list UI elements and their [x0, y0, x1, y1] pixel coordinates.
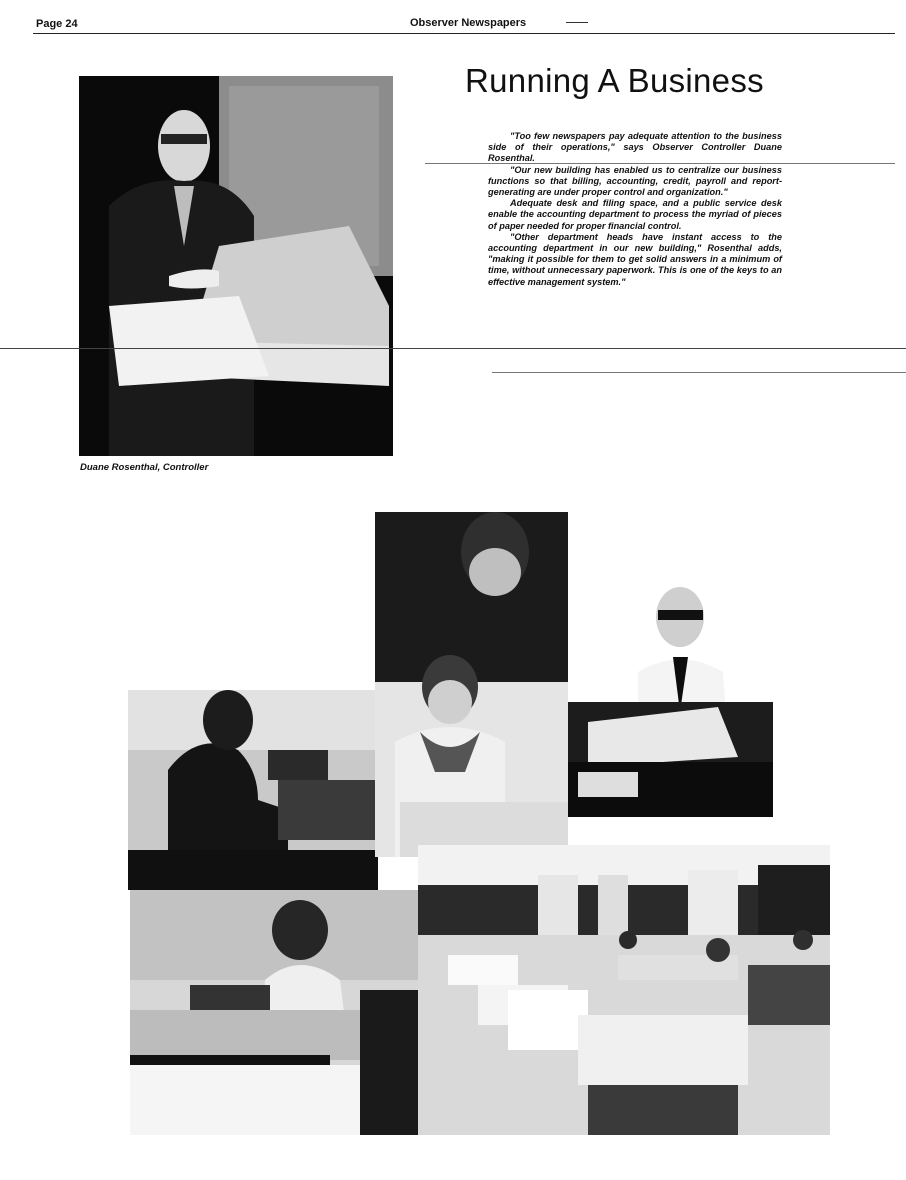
- photo-caption: Duane Rosenthal, Controller: [80, 462, 209, 473]
- scan-rule: [0, 348, 906, 349]
- page-number: Page 24: [36, 18, 78, 30]
- scan-mark: [566, 22, 588, 23]
- article-paragraph: "Our new building has enabled us to centralize our business functions so that billing, accounting, credit, payroll and report-generating are under proper control and organization.": [488, 164, 782, 198]
- headline: Running A Business: [465, 62, 764, 99]
- desk-worker-photo: [130, 890, 420, 1135]
- staff-man-photo: [568, 582, 773, 817]
- article-body: [488, 131, 782, 288]
- scan-rule: [492, 372, 906, 373]
- portrait-photo: [79, 76, 393, 456]
- open-office-photo: [418, 845, 830, 1135]
- article-paragraph: "Too few newspapers pay adequate attention to the business side of their operations," says Observer Controller Duane Rosenthal.: [488, 131, 782, 164]
- office-worker-photo: [128, 690, 378, 890]
- article-paragraph: "Other department heads have instant access to the accounting department in our new building," Rosenthal adds, "making it possible for them to get solid answers in a minimum of time, without unnecessary paperwork. This is one of the keys to an effective management system.": [488, 231, 782, 287]
- header-rule: [33, 33, 895, 34]
- article-paragraph: Adequate desk and filing space, and a public service desk enable the accounting department to process the myriad of pieces of paper needed for proper financial control.: [488, 198, 782, 231]
- staff-pair-photo: [375, 512, 568, 857]
- publication-name: Observer Newspapers: [410, 17, 527, 29]
